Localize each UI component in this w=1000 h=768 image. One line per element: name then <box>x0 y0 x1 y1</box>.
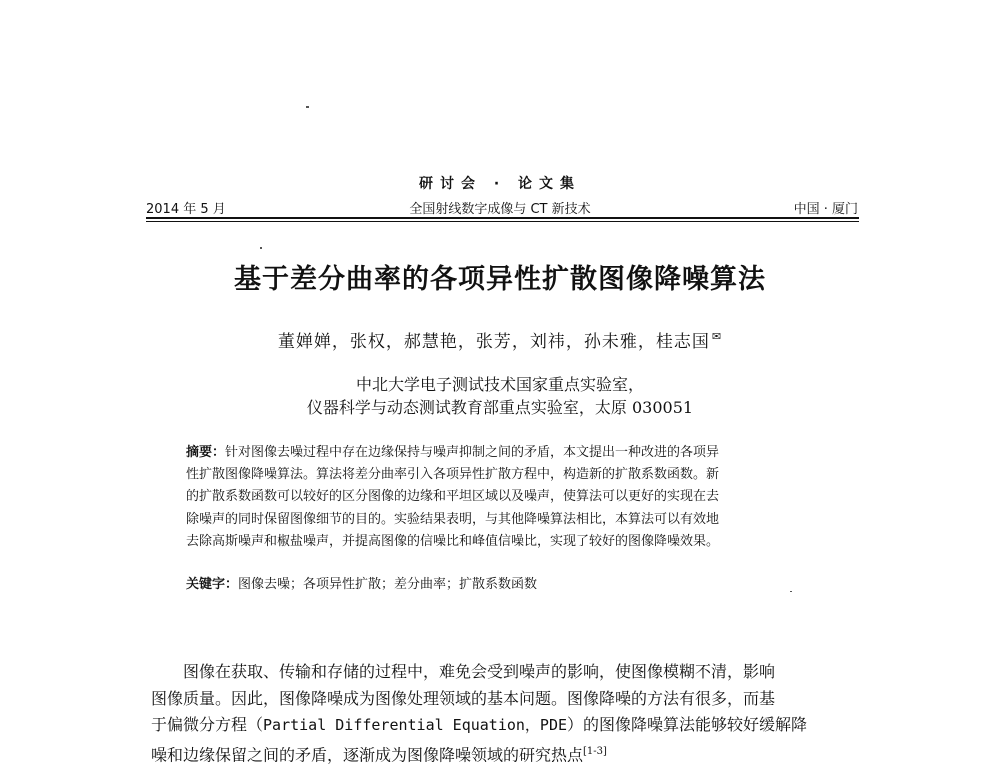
affiliation-1: 中北大学电子测试技术国家重点实验室， <box>0 372 1000 395</box>
abstract-text: 针对图像去噪过程中存在边缘保持与噪声抑制之间的矛盾，本文提出一种改进的各项异 <box>225 445 719 460</box>
header-rule-thin <box>146 221 859 222</box>
body-line: 图像质量。因此，图像降噪成为图像处理领域的基本问题。图像降噪的方法有很多，而基 <box>151 686 863 713</box>
header-rule-thick <box>146 217 859 219</box>
keywords-label: 关键字： <box>186 577 238 592</box>
keywords <box>186 573 537 592</box>
header-location: 中国 · 厦门 <box>794 198 858 217</box>
scan-speck <box>306 106 309 108</box>
keywords-text: 图像去噪；各项异性扩散；差分曲率；扩散系数函数 <box>238 577 537 592</box>
abstract-line <box>186 442 826 464</box>
body-line-1-text: 图像在获取、传输和存储的过程中，难免会受到噪声的影响，使图像模糊不清，影响 <box>183 662 775 681</box>
abstract <box>186 442 826 553</box>
body-paragraph <box>151 659 863 768</box>
body-line <box>151 739 863 768</box>
body-line-4-text: 噪和边缘保留之间的矛盾，逐渐成为图像降噪领域的研究热点 <box>151 745 583 764</box>
body-line-3-term: Partial Differential Equation，PDE <box>263 716 567 734</box>
body-line <box>151 659 863 686</box>
affiliation-2: 仪器科学与动态测试教育部重点实验室，太原 030051 <box>0 395 1000 418</box>
header-date: 2014 年 5 月 <box>146 198 226 217</box>
scan-speck <box>790 591 792 592</box>
abstract-line: 的扩散系数函数可以较好的区分图像的边缘和平坦区域以及噪声，使算法可以更好的实现在去 <box>186 486 826 508</box>
abstract-line: 除噪声的同时保留图像细节的目的。实验结果表明，与其他降噪算法相比，本算法可以有效地 <box>186 509 826 531</box>
envelope-icon: ✉ <box>712 330 722 343</box>
header-subtitle: 全国射线数字成像与 CT 新技术 <box>0 198 1000 217</box>
scan-speck <box>260 247 262 249</box>
abstract-line: 去除高斯噪声和椒盐噪声，并提高图像的信噪比和峰值信噪比，实现了较好的图像降噪效果。 <box>186 531 826 553</box>
header-series: 研讨会 · 论文集 <box>0 173 1000 193</box>
body-line-3b: ）的图像降噪算法能够较好缓解降 <box>567 715 807 734</box>
abstract-label: 摘要： <box>186 445 225 460</box>
paper-title: 基于差分曲率的各项异性扩散图像降噪算法 <box>0 257 1000 296</box>
abstract-line: 性扩散图像降噪算法。算法将差分曲率引入各项异性扩散方程中，构造新的扩散系数函数。新 <box>186 464 826 486</box>
body-line <box>151 712 863 739</box>
body-line-3a: 于偏微分方程（ <box>151 715 263 734</box>
author-names: 董婵婵，张权，郝慧艳，张芳，刘祎，孙未雅，桂志国 <box>278 332 710 352</box>
citation-ref: [1-3] <box>583 746 607 757</box>
author-list <box>0 327 1000 352</box>
